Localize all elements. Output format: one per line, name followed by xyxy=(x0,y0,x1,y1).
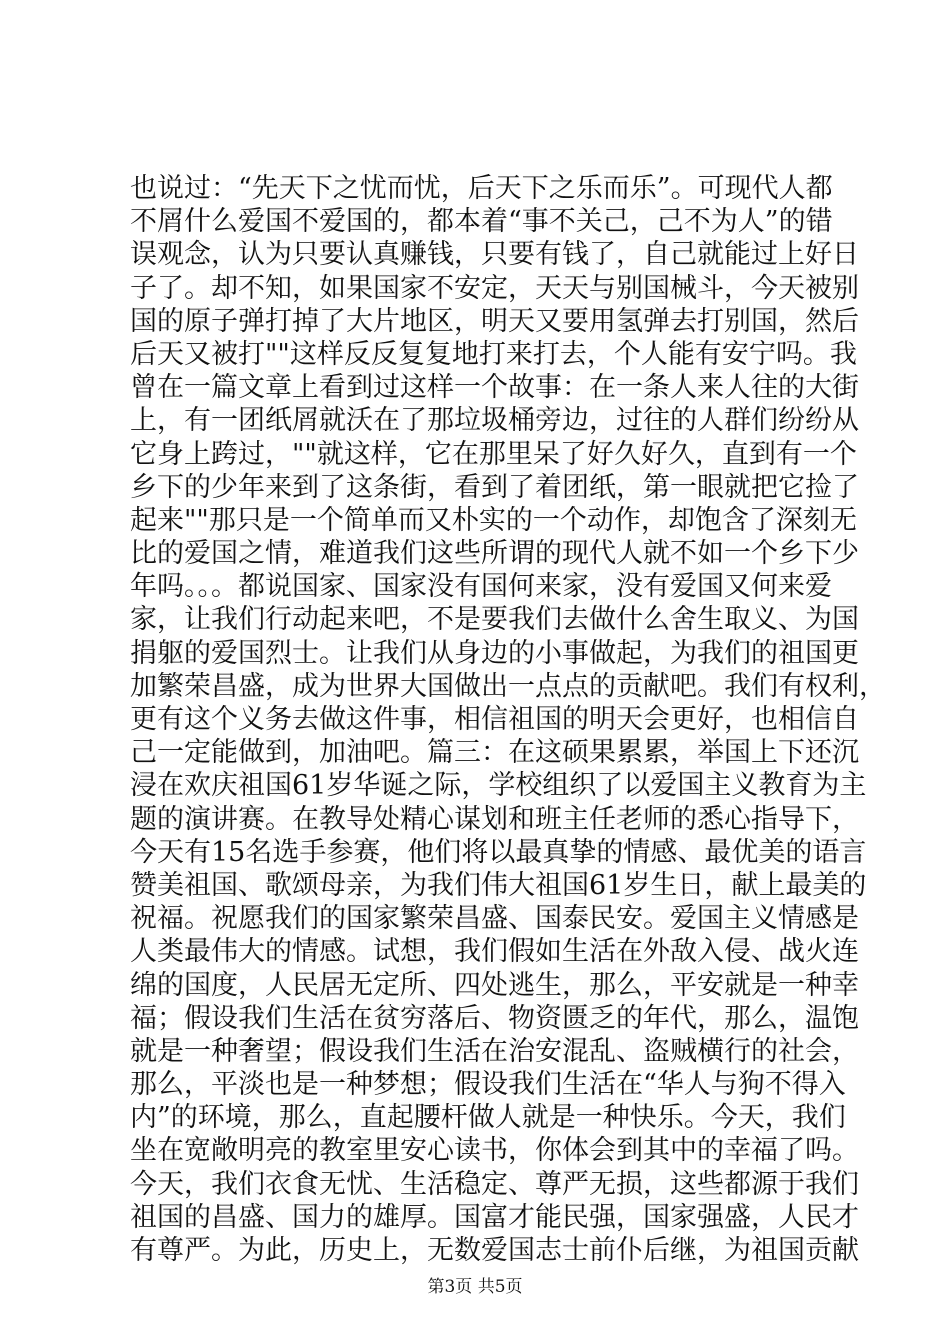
text-line: 就是一种奢望；假设我们生活在治安混乱、盗贼横行的社会， xyxy=(130,1035,859,1067)
text-line: 今天，我们衣食无忧、生活稳定、尊严无损，这些都源于我们 xyxy=(130,1168,859,1200)
text-line: 比的爱国之情，难道我们这些所谓的现代人就不如一个乡下少 xyxy=(130,538,859,570)
text-line: 人类最伟大的情感。试想，我们假如生活在外敌入侵、战火连 xyxy=(130,936,859,968)
page-footer: 第3页 共5页 xyxy=(427,1277,523,1297)
text-line: 祖国的昌盛、国力的雄厚。国富才能民强，国家强盛，人民才 xyxy=(130,1201,859,1233)
text-line: 更有这个义务去做这件事，相信祖国的明天会更好，也相信自 xyxy=(130,704,859,735)
text-line: 子了。却不知，如果国家不安定，天天与别国械斗，今天被别 xyxy=(130,272,859,304)
text-line: 国的原子弹打掉了大片地区，明天又要用氢弹去打别国，然后 xyxy=(130,305,859,337)
text-line: 年吗。。。都说国家、国家没有国何来家，没有爱国又何来爱 xyxy=(130,571,832,603)
text-line: 上，有一团纸屑就沃在了那垃圾桶旁边，过往的人群们纷纷从 xyxy=(130,405,859,437)
text-line: 赞美祖国、歌颂母亲，为我们伟大祖国61岁生日，献上最美的 xyxy=(130,869,867,901)
text-line: 它身上跨过，""就这样，它在那里呆了好久好久，直到有一个 xyxy=(130,438,857,470)
text-line: 加繁荣昌盛，成为世界大国做出一点点的贡献吧。我们有权利， xyxy=(130,670,886,702)
text-line: 有尊严。为此，历史上，无数爱国志士前仆后继，为祖国贡献 xyxy=(130,1235,859,1266)
text-line: 起来""那只是一个简单而又朴实的一个动作，却饱含了深刻无 xyxy=(130,504,857,536)
text-line: 捐躯的爱国烈士。让我们从身边的小事做起，为我们的祖国更 xyxy=(130,637,859,669)
text-line: 今天有15名选手参赛，他们将以最真挚的情感、最优美的语言 xyxy=(130,836,867,868)
text-line: 乡下的少年来到了这条街，看到了着团纸，第一眼就把它捡了 xyxy=(130,471,859,503)
text-line: 误观念，认为只要认真赚钱，只要有钱了，自己就能过上好日 xyxy=(130,239,859,271)
text-line: 后天又被打""这样反反复复地打来打去，个人能有安宁吗。我 xyxy=(130,338,857,370)
text-line: 己一定能做到，加油吧。篇三：在这硕果累累，举国上下还沉 xyxy=(130,737,859,769)
text-line: 不屑什么爱国不爱国的，都本着“事不关己，己不为人”的错 xyxy=(130,206,833,238)
text-line: 也说过：“先天下之忧而忧，后天下之乐而乐”。可现代人都 xyxy=(130,173,833,204)
text-line: 曾在一篇文章上看到过这样一个故事：在一条人来人往的大街 xyxy=(130,372,859,404)
text-line: 浸在欢庆祖国61岁华诞之际，学校组织了以爱国主义教育为主 xyxy=(130,770,867,802)
body-paragraph xyxy=(130,172,886,1267)
text-line: 祝福。祝愿我们的国家繁荣昌盛、国泰民安。爱国主义情感是 xyxy=(130,903,859,935)
text-line: 福；假设我们生活在贫穷落后、物资匮乏的年代，那么，温饱 xyxy=(130,1002,859,1034)
text-line: 那么，平淡也是一种梦想；假设我们生活在“华人与狗不得入 xyxy=(130,1069,846,1101)
text-line: 内”的环境，那么，直起腰杆做人就是一种快乐。今天，我们 xyxy=(130,1102,846,1134)
text-line: 坐在宽敞明亮的教室里安心读书，你体会到其中的幸福了吗。 xyxy=(130,1135,859,1167)
text-line: 绵的国度，人民居无定所、四处逃生，那么，平安就是一种幸 xyxy=(130,969,859,1001)
text-line: 家，让我们行动起来吧，不是要我们去做什么舍生取义、为国 xyxy=(130,604,859,636)
text-line: 题的演讲赛。在教导处精心谋划和班主任老师的悉心指导下， xyxy=(130,803,859,835)
